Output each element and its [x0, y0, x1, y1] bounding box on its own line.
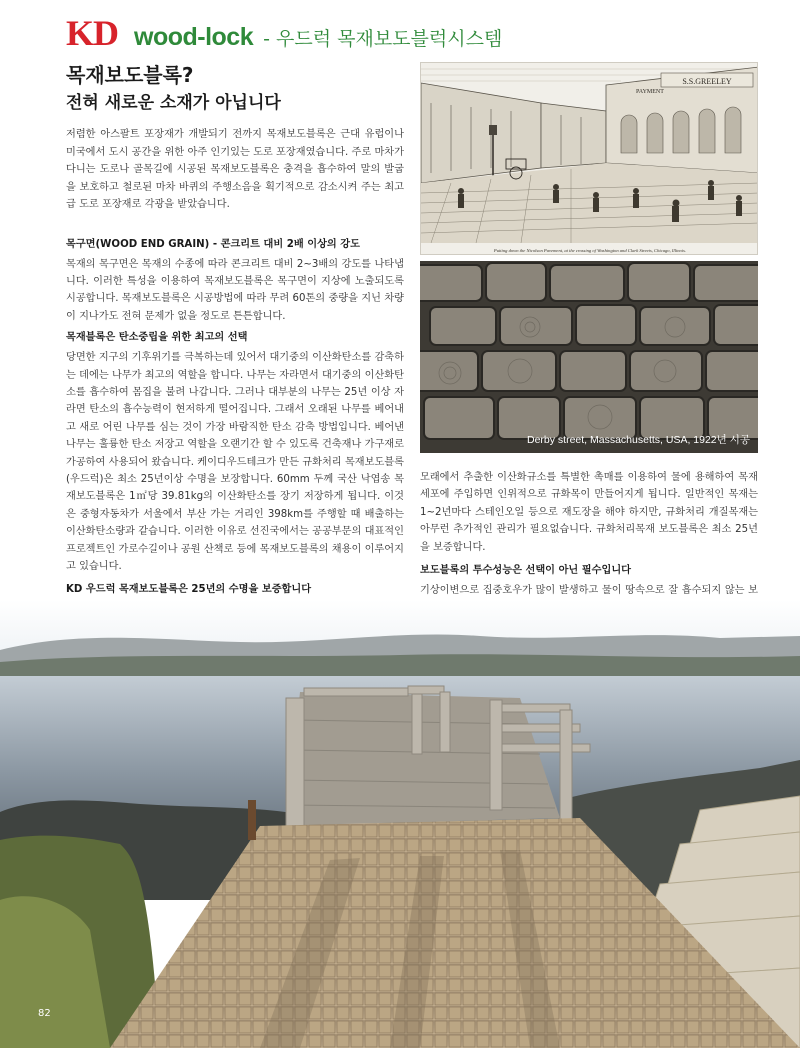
- engraving-shop-sign: PAYMENT: [636, 89, 664, 95]
- kd-logo: KD: [66, 13, 118, 53]
- section-heading-end-grain: 목구면(WOOD END GRAIN) - 콘크리트 대비 2배 이상의 강도: [66, 238, 360, 250]
- page-header: [66, 12, 503, 53]
- section-heading-lifespan: KD 우드럭 목재보도블록은 25년의 수명을 보증합니다: [66, 584, 312, 596]
- article-title: 목재보도블록?: [66, 63, 194, 87]
- page-number: 82: [38, 1008, 51, 1019]
- boardwalk-pier-photo: [0, 600, 800, 1048]
- section-body-end-grain: 목재의 목구면은 목재의 수종에 따라 콘크리트 대비 2~3배의 강도를 나타냅니다. 이러한 특성을 이용하여 목재보도블록은 목구면이 지상에 노출되도록 시공합니다. 목재보도블록은 시공방법에 따라 무려 60톤의 중량을 지닌 차량이 지나가도 전혀 문제가 없을 정도로 튼튼합니다.: [66, 258, 404, 322]
- derby-street-photo: [420, 261, 758, 453]
- right-column: [420, 62, 758, 652]
- engraving-illustration: [421, 63, 758, 255]
- section-body-permeability: 기상이변으로 집중호우가 많이 발생하고 물이 땅속으로 잘 흡수되지 않는 보: [420, 585, 758, 597]
- historic-engraving-image: [420, 62, 758, 255]
- intro-paragraph: 저렴한 아스팔트 포장재가 개발되기 전까지 목재보도블록은 근대 유럽이나 미국에서 도시 공간을 위한 아주 인기있는 도로 포장재였습니다. 주로 마차가 다니는 도로나 골목길에 시공된 목재보도블록은 충격을 흡수하여 말의 발굽을 보호하고 철로된 마차 바퀴의 주행소음을 획기적으로 감소시켜 주는 최고급 도로 포장재로 각광을 받았습니다.: [66, 129, 404, 210]
- derby-street-caption: Derby street, Massachusetts, USA, 1922년 시공: [526, 434, 750, 446]
- right-continuation-paragraph: 모래에서 추출한 이산화규소를 특별한 촉매를 이용하여 물에 용해하여 목재 세포에 주입하면 인위적으로 규화목이 만들어지게 됩니다. 일반적인 목재는 1~2년마다 스테인오일 등으로 재도장을 해야 하지만, 규화처리 개질목재는 아무런 추가적인 관리가 필요없습니다. 규화처리목재 보도블록은 최소 25년을 보증합니다.: [420, 472, 758, 553]
- article-subtitle: 전혀 새로운 소재가 아닙니다: [66, 93, 281, 113]
- section-heading-carbon: 목재블록은 탄소중립을 위한 최고의 선택: [66, 332, 248, 344]
- wood-block-pavement-illustration: [420, 261, 758, 453]
- brand-subtitle: - 우드럭 목재보도블럭시스템: [263, 28, 503, 50]
- pier-landscape-illustration: [0, 600, 800, 1048]
- engraving-sign-text: S.S.GREELEY: [682, 77, 732, 86]
- engraving-caption: Putting down the Nicolson Pavement, at the crossing of Washington and Clark Streets, Chicago, Illinois.: [493, 248, 687, 253]
- left-column: [66, 62, 404, 654]
- section-heading-permeability: 보도블록의 투수성능은 선택이 아닌 필수입니다: [420, 565, 632, 577]
- section-body-carbon: 당면한 지구의 기후위기를 극복하는데 있어서 대기중의 이산화탄소를 감축하는 데에는 나무가 최고의 역할을 합니다. 나무는 자라면서 대기중의 이산화탄소를 흡수하여 몸집을 불려 나갑니다. 그러나 대부분의 나무는 25년 이상 자라면 탄소의 흡수능력이 현저하게 떨어집니다. 그래서 오래된 나무를 베어내고 새로 어린 나무를 심는 것이 가장 바람직한 탄소 감축 방법입니다. 베어낸 나무는 훌륭한 탄소 저장고 역할을 오랜기간 할 수 있도록 건축재나 가구재로 가공하여 사용되어 왔습니다. 케이디우드테크가 만든 규화처리 목재보도블록(우드럭)은 최소 25년이상 수명을 보장합니다. 60mm 두께 국산 낙엽송 목재보도블록은 1㎡당 39.81kg의 이산화탄소를 장기 저장하게 됩니다. 이것은 중형자동차가 서울에서 부산 가는 거리인 398km를 주행할 때 배출하는 이산화탄소량과 같습니다. 이러한 이유로 선진국에서는 공공부문의 대표적인 프로젝트인 가로수길이나 공원 산책로 등에 목재보도블록의 채용이 이루어지고 있습니다.: [66, 352, 404, 572]
- wood-lock-logo: wood-lock: [134, 23, 254, 51]
